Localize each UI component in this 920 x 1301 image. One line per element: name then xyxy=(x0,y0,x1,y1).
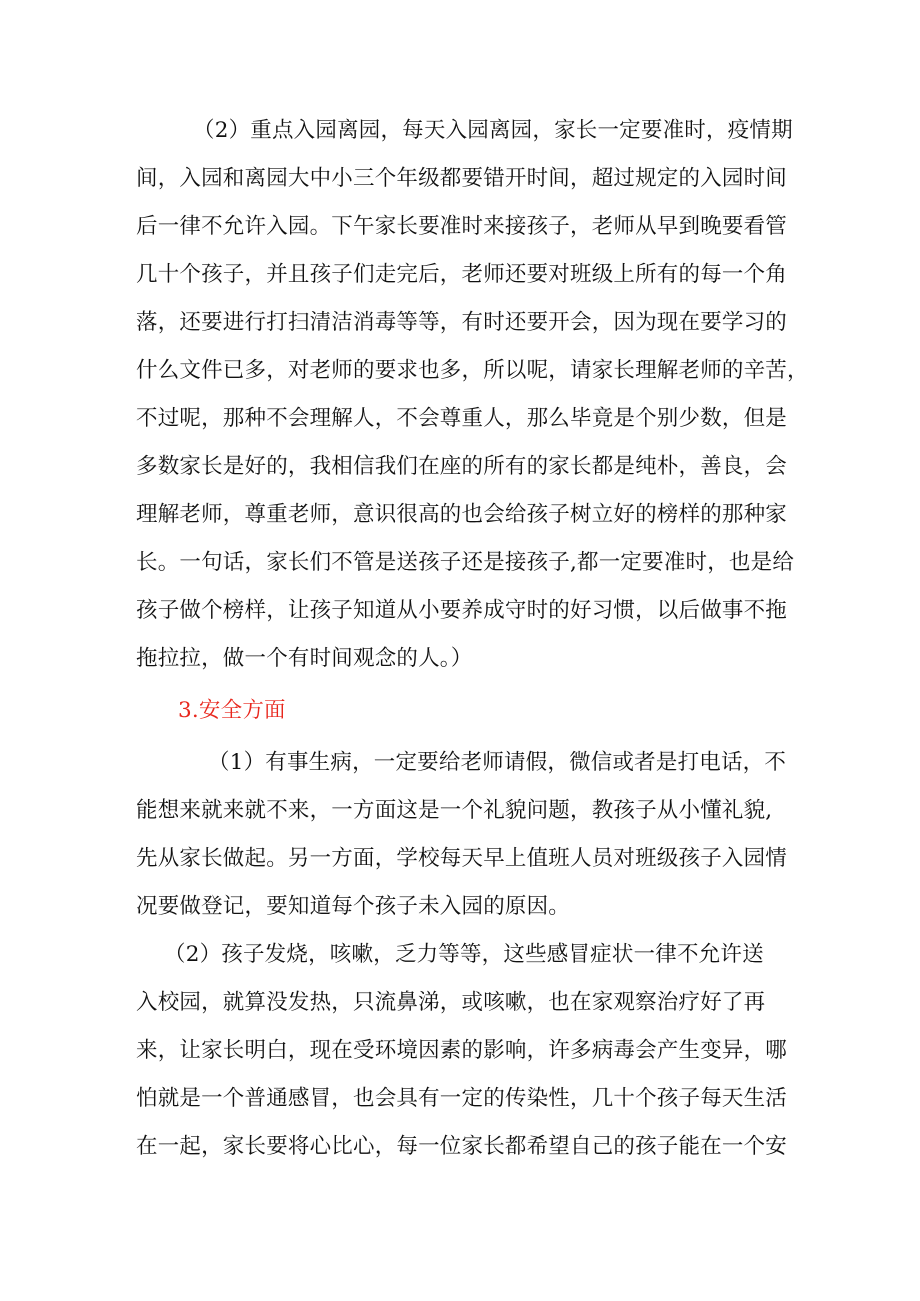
paragraph-line: 多数家长是好的，我相信我们在座的所有的家长都是纯朴，善良，会 xyxy=(136,454,788,479)
paragraph-line: 在一起，家长要将心比心，每一位家长都希望自己的孩子能在一个安 xyxy=(136,1134,788,1159)
paragraph-line: 不过呢，那种不会理解人，不会尊重人，那么毕竟是个别少数，但是 xyxy=(136,406,788,431)
paragraph-line: 入校园，就算没发热，只流鼻涕，或咳嗽，也在家观察治疗好了再 xyxy=(136,990,766,1015)
paragraph-line: （1）有事生病，一定要给老师请假，微信或者是打电话，不 xyxy=(208,750,787,775)
paragraph-line: 先从家长做起。另一方面，学校每天早上值班人员对班级孩子入园情 xyxy=(136,846,788,871)
paragraph-line: 来，让家长明白，现在受环境因素的影响，许多病毒会产生变异，哪 xyxy=(136,1038,788,1063)
paragraph-line: 什么文件已多，对老师的要求也多，所以呢，请家长理解老师的辛苦， xyxy=(136,358,809,383)
paragraph-line: 间，入园和离园大中小三个年级都要错开时间，超过规定的入园时间 xyxy=(136,166,788,191)
paragraph-line: 长。一句话，家长们不管是送孩子还是接孩子,都一定要准时，也是给 xyxy=(136,550,795,575)
paragraph-line: 能想来就来就不来，一方面这是一个礼貌问题，教孩子从小懂礼貌, xyxy=(136,798,773,823)
paragraph-line: 怕就是一个普通感冒，也会具有一定的传染性，几十个孩子每天生活 xyxy=(136,1086,788,1111)
paragraph-line: （2）重点入园离园，每天入园离园，家长一定要准时，疫情期 xyxy=(193,118,793,143)
paragraph-line: 况要做登记，要知道每个孩子未入园的原因。 xyxy=(136,894,571,919)
paragraph-line: （2）孩子发烧，咳嗽，乏力等等，这些感冒症状一律不允许送 xyxy=(164,942,764,967)
paragraph-line: 拖拉拉，做一个有时间观念的人。） xyxy=(136,646,473,671)
paragraph-line: 落，还要进行打扫清洁消毒等等，有时还要开会，因为现在要学习的 xyxy=(136,310,788,335)
section-heading: 3.安全方面 xyxy=(178,698,286,723)
paragraph-line: 后一律不允许入园。下午家长要准时来接孩子，老师从早到晚要看管 xyxy=(136,214,788,239)
paragraph-line: 孩子做个榜样，让孩子知道从小要养成守时的好习惯，以后做事不拖 xyxy=(136,598,788,623)
paragraph-line: 几十个孩子，并且孩子们走完后，老师还要对班级上所有的每一个角 xyxy=(136,262,788,287)
paragraph-line: 理解老师，尊重老师，意识很高的也会给孩子树立好的榜样的那种家 xyxy=(136,502,788,527)
